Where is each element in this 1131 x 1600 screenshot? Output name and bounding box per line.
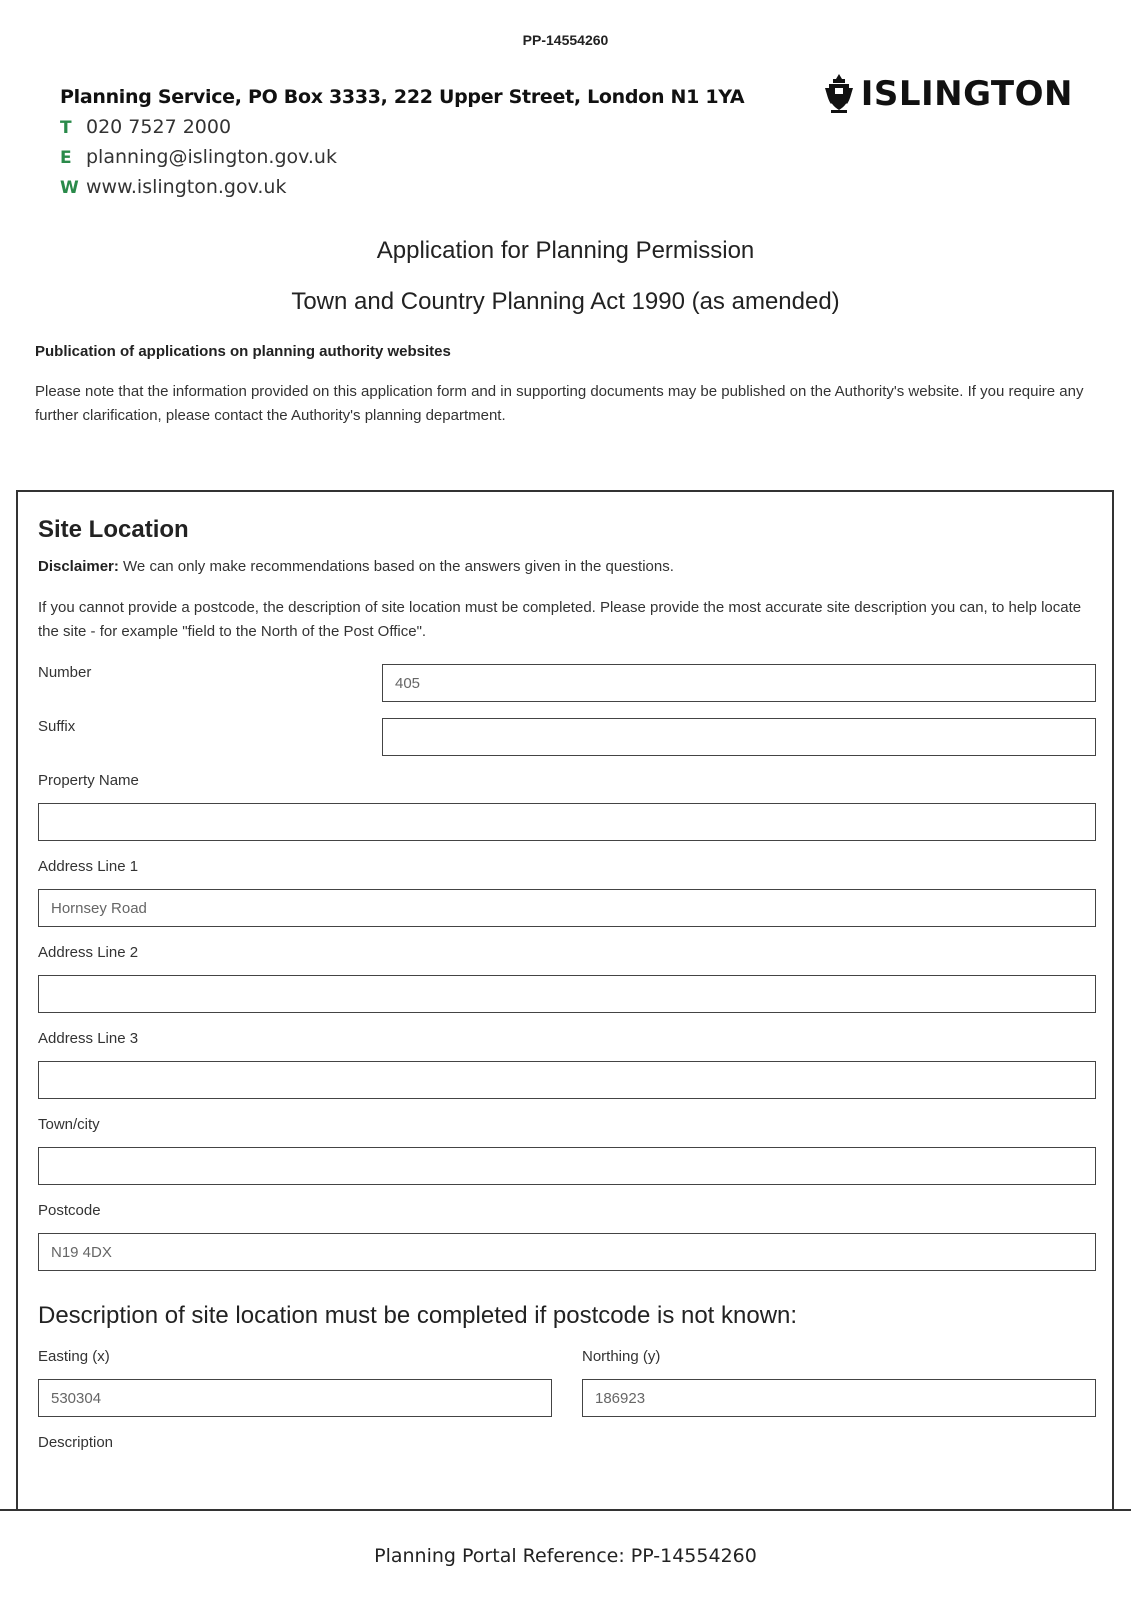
site-location-section [16,490,1114,1510]
northing-field[interactable] [582,1379,1096,1417]
suffix-label: Suffix [38,718,76,735]
property-name-field[interactable] [38,803,1096,841]
easting-label: Easting (x) [38,1348,110,1365]
disclaimer-label: Disclaimer: [38,558,119,575]
application-title: Application for Planning Permission [376,237,755,264]
email-tag: E [60,148,72,168]
section-title: Site Location [38,516,189,543]
property-name-label: Property Name [38,772,139,789]
postcode-label: Postcode [38,1202,101,1219]
phone-number: 020 7527 2000 [86,116,232,138]
easting-field[interactable] [38,1379,552,1417]
postcode-field[interactable] [38,1233,1096,1271]
contact-email [60,146,744,168]
address-line-3-label: Address Line 3 [38,1030,139,1047]
number-field[interactable] [382,664,1096,702]
address-line-1-label: Address Line 1 [38,858,139,875]
phone-tag: T [60,118,72,138]
web-tag: W [60,178,79,198]
contact-block [60,86,744,198]
act-title: Town and Country Planning Act 1990 (as amended) [291,288,840,315]
footer-reference: Planning Portal Reference: PP-14554260 [374,1545,757,1567]
email-address: planning@islington.gov.uk [86,146,337,168]
islington-logo [823,72,1073,116]
logo-wordmark: ISLINGTON [860,74,1073,114]
contact-phone [60,116,744,138]
town-city-label: Town/city [38,1116,100,1133]
footer-divider [0,1509,1131,1511]
postcode-hint: If you cannot provide a postcode, the description of site location must be completed. Please provide the most accurate site description you can, to help locate the site - for example "field to the North of the Post Office". [38,599,1082,640]
crest-icon [823,72,855,116]
address-line-1-field[interactable] [38,889,1096,927]
address-line-2-label: Address Line 2 [38,944,139,961]
contact-web [60,176,744,198]
disclaimer-text: We can only make recommendations based on the answers given in the questions. [118,558,674,575]
disclaimer [38,558,674,575]
suffix-field[interactable] [382,718,1096,756]
web-address: www.islington.gov.uk [86,176,287,198]
description-heading: Description of site location must be completed if postcode is not known: [38,1302,798,1329]
description-label: Description [38,1434,114,1451]
publication-text: Please note that the information provided on this application form and in supporting documents may be published on the Authority's website. If you require any further clarification, please contact the Authority's planning department. [35,383,1084,424]
northing-label: Northing (y) [582,1348,661,1365]
page-reference: PP-14554260 [522,32,609,48]
number-label: Number [38,664,92,681]
address-line-3-field[interactable] [38,1061,1096,1099]
publication-heading: Publication of applications on planning authority websites [35,343,451,360]
service-address: Planning Service, PO Box 3333, 222 Upper Street, London N1 1YA [60,86,745,108]
town-city-field[interactable] [38,1147,1096,1185]
address-line-2-field[interactable] [38,975,1096,1013]
